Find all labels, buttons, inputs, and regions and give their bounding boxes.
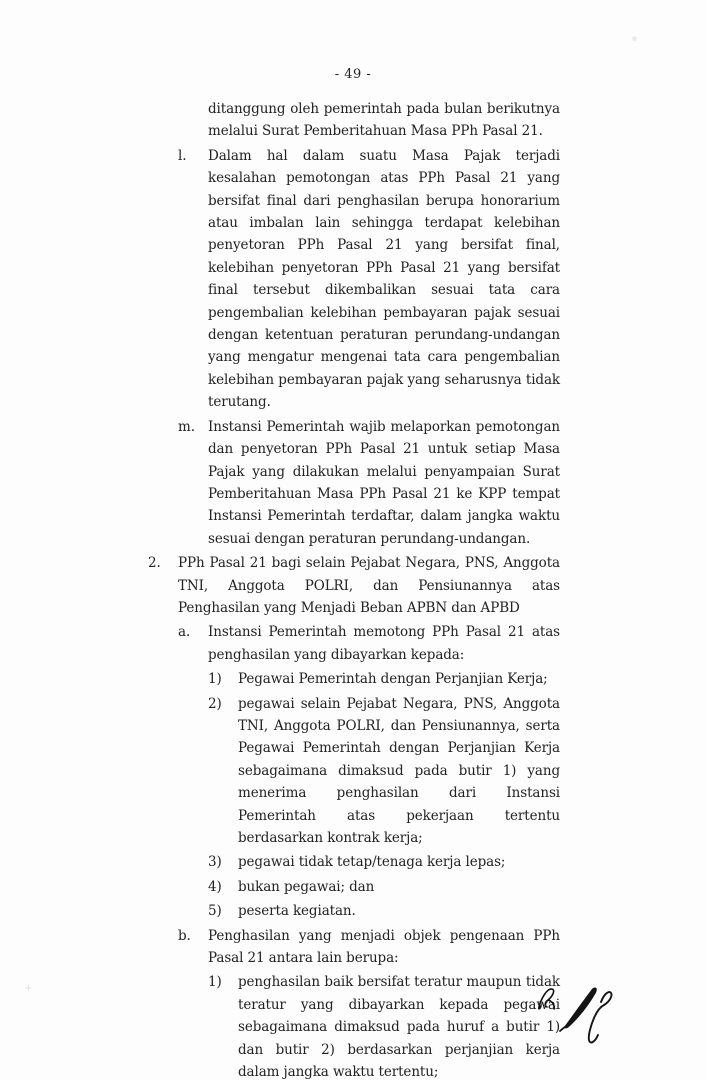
list-item-l [178,145,560,414]
section-marker: 2. [148,555,161,572]
point-marker: 5) [208,903,222,920]
list-item-a [178,621,560,666]
item-marker: m. [178,418,195,435]
scan-artifact-cropmark: + [24,983,33,994]
point-text: pegawai tidak tetap/tenaga kerja lepas; [238,854,506,871]
point-marker: 1) [208,974,222,991]
list-point-a2 [208,693,560,850]
item-text: Instansi Pemerintah memotong PPh Pasal 21 atas penghasilan yang dibayarkan kepada: [208,624,560,663]
point-text: bukan pegawai; dan [238,878,375,895]
handwritten-paraf-icon [531,980,635,1058]
item-text: Dalam hal dalam suatu Masa Pajak terjadi kesalahan pemotongan atas PPh Pasal 21 yang bersifat final dari penghasilan berupa honorarium atau imbalan lain sehingga terdapat kelebihan penyetoran PPh Pasal 21 yang bersifat final, kelebihan penyetoran PPh Pasal 21 yang bersifat final tersebut dikembalikan sesuai tata cara pengembalian kelebihan pembayaran pajak sesuai dengan ketentuan peraturan perundang-undangan yang mengatur mengenai tata cara pengembalian kelebihan pembayaran pajak yang seharusnya tidak terutang. [208,147,560,411]
list-point-a1 [208,668,560,690]
point-text: penghasilan baik bersifat teratur maupun tidak teratur yang dibayarkan kepada pegawai sebagaimana dimaksud pada huruf a butir 1) dan butir 2) berdasarkan perjanjian kerja dalam jangka waktu tertentu; [238,974,560,1080]
item-text: Instansi Pemerintah wajib melaporkan pemotongan dan penyetoran PPh Pasal 21 untuk setiap Masa Pajak yang dilakukan melalui penyampaian Surat Pemberitahuan Masa PPh Pasal 21 ke KPP tempat Instansi Pemerintah terdaftar, dalam jangka waktu sesuai dengan peraturan perundang-undangan. [208,418,560,547]
point-marker: 4) [208,878,222,895]
list-point-a3 [208,851,560,873]
list-item-m [178,416,560,550]
list-point-b1 [208,971,560,1080]
section-heading-text: PPh Pasal 21 bagi selain Pejabat Negara, PNS, Anggota TNI, Anggota POLRI, dan Pensiunannya atas Penghasilan yang Menjadi Beban APBN dan APBD [178,555,560,616]
point-text: pegawai selain Pejabat Negara, PNS, Anggota TNI, Anggota POLRI, dan Pensiunannya, serta Pegawai Pemerintah dengan Perjanjian Kerja sebagaimana dimaksud pada butir 1) yang menerima penghasilan dari Instansi Pemerintah atas pekerjaan tertentu berdasarkan kontrak kerja; [238,695,560,846]
item-marker: l. [178,147,187,164]
point-marker: 3) [208,854,222,871]
section-2-heading [148,552,560,619]
scan-artifact-speck [632,36,637,41]
list-point-a4 [208,876,560,898]
list-point-a5 [208,900,560,922]
item-marker: a. [178,624,191,641]
list-item-b [178,925,560,970]
point-text: peserta kegiatan. [238,903,356,920]
point-marker: 2) [208,695,222,712]
point-text: Pegawai Pemerintah dengan Perjanjian Kerja; [238,671,548,688]
item-text: Penghasilan yang menjadi objek pengenaan PPh Pasal 21 antara lain berupa: [208,927,560,967]
page-number: - 49 - [334,67,372,82]
document-body [148,96,560,1080]
item-marker: b. [178,927,191,944]
paragraph-continuation: ditanggung oleh pemerintah pada bulan berikutnya melalui Surat Pemberitahuan Masa PPh Pasal 21. [208,101,560,140]
point-marker: 1) [208,671,222,688]
